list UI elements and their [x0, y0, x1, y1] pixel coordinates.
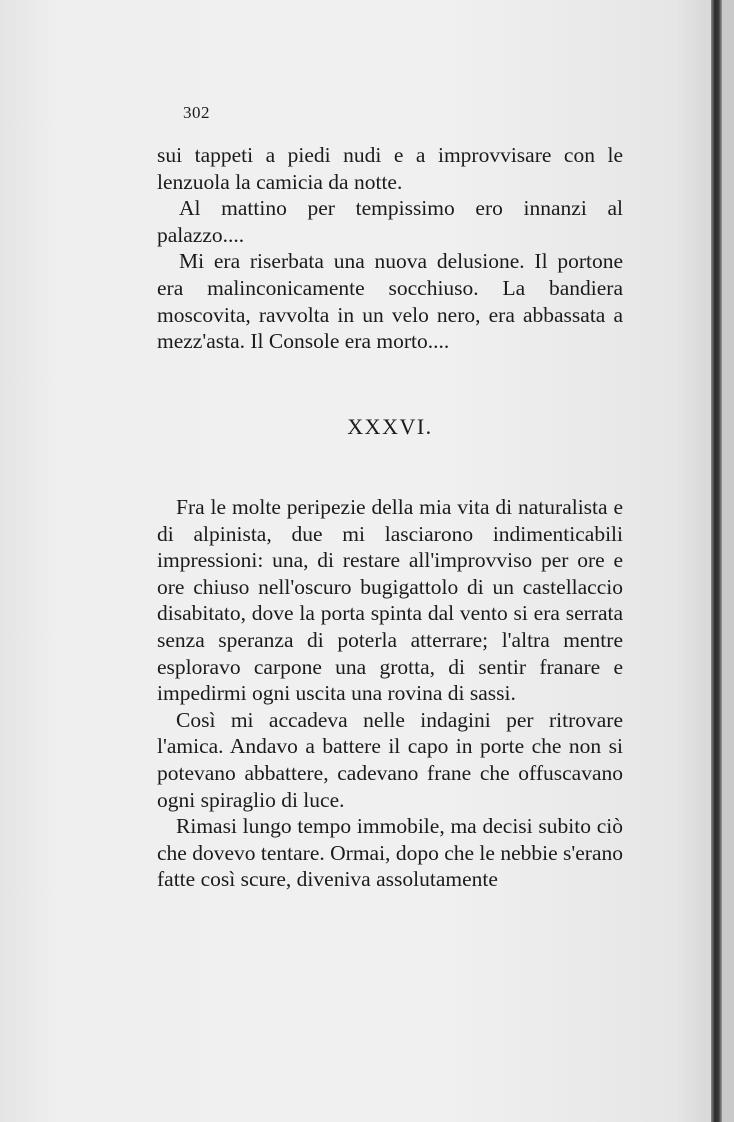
paragraph: Al mattino per tempissimo ero innanzi al palazzo....: [157, 196, 623, 247]
paragraph: Fra le molte peripezie della mia vita di naturalista e di alpinista, due mi lasciarono indimenticabili impressioni: una, di restare all'improvviso per ore e ore chiuso nell'oscuro bugigattolo di un castellaccio disabitato, dove la porta spinta dal vento si era serrata senza speranza di poterla atterrare; l'altra mentre esploravo carpone una grotta, di sentir franare e impedirmi ogni uscita una rovina di sassi.: [157, 495, 623, 706]
chapter-text-block: [157, 494, 623, 893]
paragraph: Così mi accadeva nelle indagini per ritrovare l'amica. Andavo a battere il capo in porte che non si potevano abbattere, cadevano frane che offuscavano ogni spiraglio di luce.: [157, 707, 623, 812]
book-spine-shadow: [711, 0, 722, 1122]
page-edge: [722, 0, 734, 1122]
chapter-title: XXXVI.: [347, 414, 433, 439]
paragraph-continuation: sui tappeti a piedi nudi e a improvvisare con le lenzuola la camicia da notte.: [157, 143, 623, 194]
paragraph: Mi era riserbata una nuova delusione. Il portone era malinconicamente socchiuso. La bandiera moscovita, ravvolta in un velo nero, era abbassata a mezz'asta. Il Console era morto....: [157, 249, 623, 354]
top-text-block: [157, 142, 623, 355]
page-number: 302: [183, 103, 210, 122]
paragraph: Rimasi lungo tempo immobile, ma decisi subito ciò che dovevo tentare. Ormai, dopo che le nebbie s'erano fatte così scure, diveniva assolutamente: [157, 814, 623, 892]
